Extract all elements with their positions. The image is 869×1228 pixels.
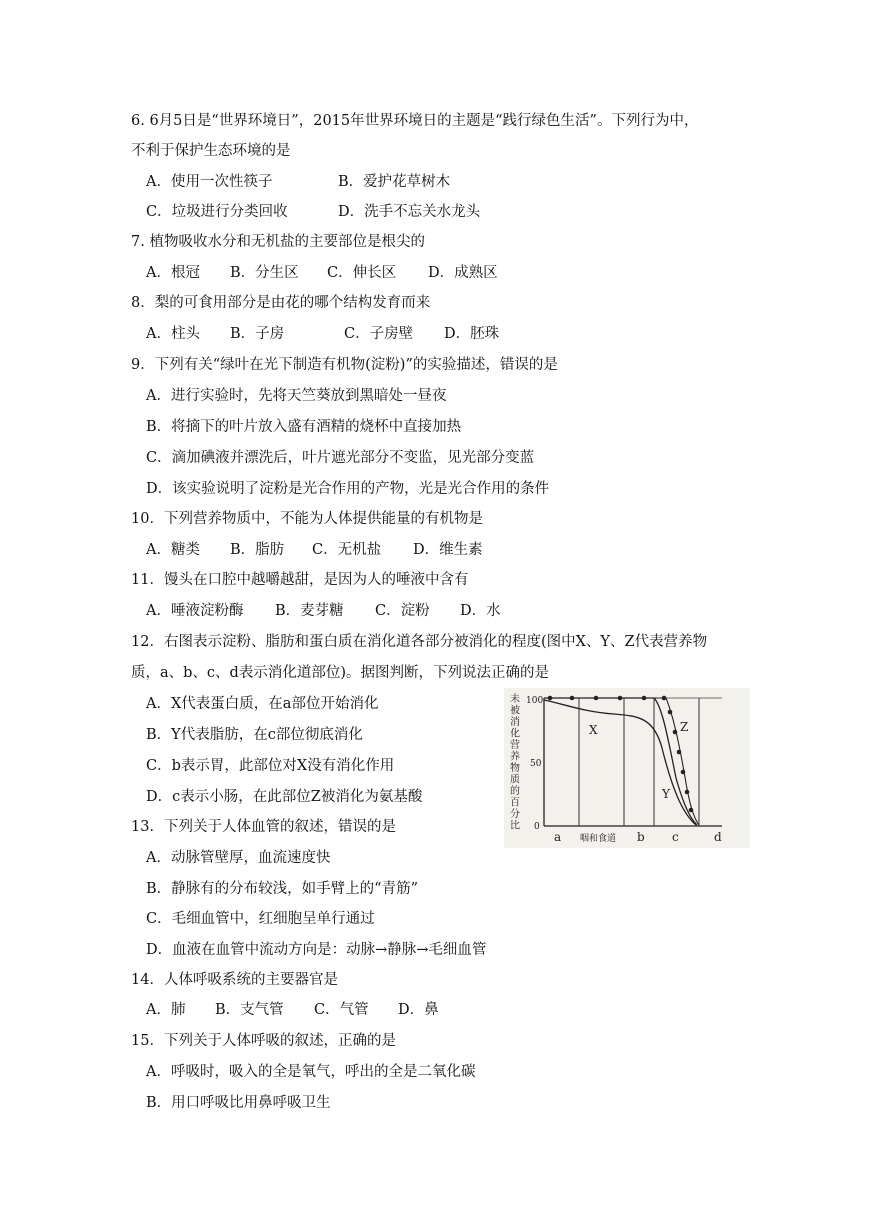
q12-option-a: A．X代表蛋白质，在a部位开始消化	[146, 696, 379, 712]
q7-option-c: C．伸长区	[327, 265, 397, 281]
q9-option-c: C．滴加碘液并漂洗后，叶片遮光部分不变监，见光部分变蓝	[146, 450, 535, 466]
xseg-c: c	[672, 830, 679, 844]
q9-option-d: D．该实验说明了淀粉是光合作用的产物，光是光合作用的条件	[146, 481, 550, 497]
q7-option-a: A．根冠	[146, 265, 200, 281]
q10-option-a: A．糖类	[146, 542, 200, 558]
q13-stem: 13．下列关于人体血管的叙述，错误的是	[131, 819, 396, 835]
q12-stem-line2: 质，a、b、c、d表示消化道部位)。据图判断，下列说法正确的是	[131, 665, 549, 681]
q12-option-b: B．Y代表脂肪，在c部位彻底消化	[146, 727, 363, 743]
q13-option-a: A．动脉管壁厚，血流速度快	[146, 850, 331, 866]
xseg-a: a	[554, 830, 562, 844]
q11-option-c: C．淀粉	[375, 603, 430, 619]
q13-option-c: C．毛细血管中，红细胞呈单行通过	[146, 911, 375, 927]
label-z: Z	[680, 720, 689, 734]
q15-stem: 15．下列关于人体呼吸的叙述，正确的是	[131, 1033, 396, 1049]
ytick-50: 50	[530, 759, 542, 769]
digestion-figure	[504, 688, 750, 848]
q10-option-d: D．维生素	[413, 542, 483, 558]
ytick-0: 0	[534, 822, 540, 832]
q13-option-b: B．静脉有的分布较浅，如手臂上的“青筋”	[146, 881, 418, 897]
q8-stem: 8．梨的可食用部分是由花的哪个结构发育而来	[131, 295, 431, 311]
q11-option-b: B．麦芽糖	[275, 603, 344, 619]
q7-stem: 7. 植物吸收水分和无机盐的主要部位是根尖的	[131, 234, 425, 250]
q12-option-c: C．b表示胃，此部位对X没有消化作用	[146, 758, 395, 774]
ylabel-char: 未	[510, 694, 520, 705]
q13-option-d: D．血液在血管中流动方向是：动脉→静脉→毛细血管	[146, 942, 487, 958]
ylabel-char: 被	[510, 705, 520, 717]
q12-option-d: D．c表示小肠，在此部位Z被消化为氨基酸	[146, 789, 423, 805]
q6-option-d: D．洗手不忘关水龙头	[338, 204, 481, 220]
q9-stem: 9．下列有关“绿叶在光下制造有机物(淀粉)”的实验描述，错误的是	[131, 357, 558, 373]
q14-option-c: C．气管	[314, 1002, 369, 1018]
q8-option-d: D．胚珠	[444, 326, 500, 342]
ylabel-char: 化	[510, 728, 520, 740]
q12-stem-line1: 12．右图表示淀粉、脂肪和蛋白质在消化道各部分被消化的程度(图中X、Y、Z代表营养物	[131, 634, 708, 650]
q14-option-d: D．鼻	[398, 1002, 439, 1018]
q6-stem-line2: 不利于保护生态环境的是	[131, 143, 291, 159]
ylabel-char: 物	[510, 763, 520, 774]
q6-option-c: C．垃圾进行分类回收	[146, 204, 288, 220]
ylabel-char: 分	[510, 809, 520, 820]
ylabel-char: 的	[510, 786, 520, 797]
q11-stem: 11．馒头在口腔中越嚼越甜，是因为人的唾液中含有	[131, 572, 469, 588]
xseg-b: b	[637, 830, 645, 844]
q14-option-b: B．支气管	[215, 1002, 284, 1018]
q7-option-b: B．分生区	[230, 265, 299, 281]
curve-y	[544, 698, 697, 825]
q8-option-c: C．子房壁	[344, 326, 414, 342]
q14-option-a: A．肺	[146, 1002, 186, 1018]
ylabel-char: 营	[510, 740, 520, 751]
ylabel-char: 比	[510, 820, 520, 832]
q10-stem: 10．下列营养物质中，不能为人体提供能量的有机物是	[131, 511, 483, 527]
q6-stem-line1: 6. 6月5日是“世界环境日”，2015年世界环境日的主题是“践行绿色生活”。下列行为中，	[131, 113, 699, 129]
xseg-d: d	[714, 830, 722, 844]
q14-stem: 14．人体呼吸系统的主要器官是	[131, 972, 338, 988]
q9-option-a: A．进行实验时，先将天竺葵放到黑暗处一昼夜	[146, 388, 447, 404]
q10-option-c: C．无机盐	[312, 542, 382, 558]
xseg-pharynx: 咽和食道	[580, 834, 617, 844]
q15-option-a: A．呼吸时，吸入的全是氧气，呼出的全是二氧化碳	[146, 1064, 476, 1080]
q8-option-a: A．柱头	[146, 326, 200, 342]
q8-option-b: B．子房	[230, 326, 285, 342]
figure-ylabel-group	[510, 692, 520, 832]
ylabel-char: 消	[510, 717, 520, 728]
q10-option-b: B．脂肪	[230, 542, 285, 558]
ylabel-char: 质	[510, 774, 520, 786]
ylabel-char: 百	[510, 797, 520, 809]
q7-option-d: D．成熟区	[428, 265, 498, 281]
q6-option-a: A．使用一次性筷子	[146, 174, 273, 190]
ylabel-char: 养	[510, 751, 520, 763]
q9-option-b: B．将摘下的叶片放入盛有酒精的烧杯中直接加热	[146, 419, 462, 435]
q11-option-d: D．水	[460, 603, 501, 619]
ytick-100: 100	[526, 696, 544, 706]
q6-option-b: B．爱护花草树木	[338, 174, 451, 190]
curve-z	[544, 698, 699, 825]
label-y: Y	[662, 787, 670, 801]
q11-option-a: A．唾液淀粉酶	[146, 603, 244, 619]
q15-option-b: B．用口呼吸比用鼻呼吸卫生	[146, 1095, 331, 1111]
label-x: X	[589, 723, 598, 737]
